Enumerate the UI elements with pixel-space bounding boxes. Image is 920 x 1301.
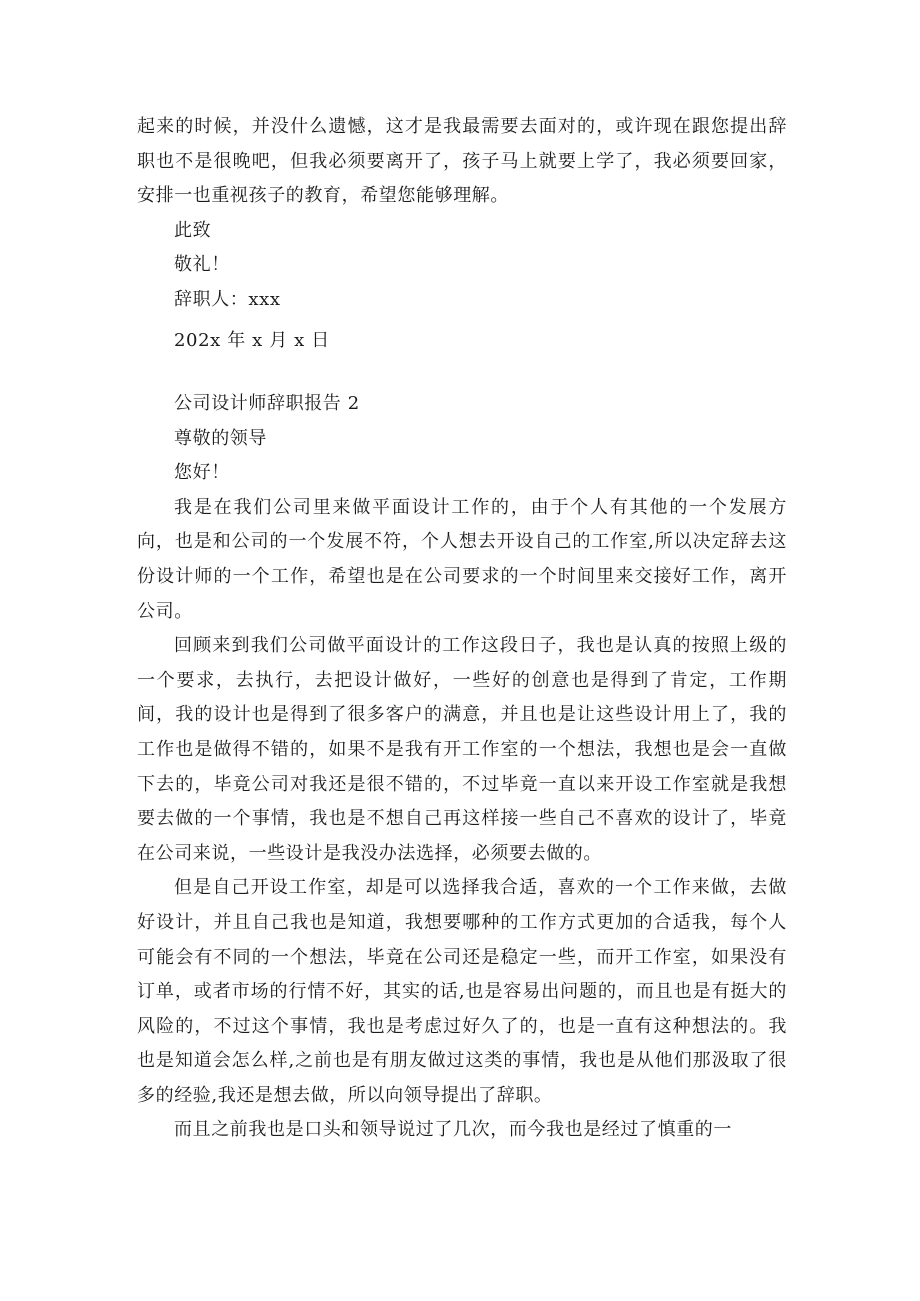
body-paragraph-3: 但是自己开设工作室，却是可以选择我合适，喜欢的一个工作来做，去做好设计，并且自己我也是知道，我想要哪种的工作方式更加的合适我，每个人可能会有不同的一个想法，毕竟在公司还是稳定一些，而开工作室，如果没有订单，或者市场的行情不好，其实的话,也是容易出问题的，而且也是有挺大的风险的，不过这个事情，我也是考虑过好久了的，也是一直有这种想法的。我也是知道会怎么样,之前也是有朋友做过这类的事情，我也是从他们那汲取了很多的经验,我还是想去做，所以向领导提出了辞职。 <box>137 877 787 1106</box>
addressee-line: 尊敬的领导 <box>174 427 267 449</box>
salutation-jing-li: 敬礼！ <box>174 254 230 276</box>
signature-line: 辞职人：xxx <box>174 288 281 310</box>
closing-paragraph: 起来的时候，并没什么遗憾，这才是我最需要去面对的，或许现在跟您提出辞职也不是很晚吧，但我必须要离开了，孩子马上就要上学了，我必须要回家，安排一也重视孩子的教育，希望您能够理解。 <box>137 116 787 207</box>
body-paragraph-2: 回顾来到我们公司做平面设计的工作这段日子，我也是认真的按照上级的一个要求，去执行，去把设计做好，一些好的创意也是得到了肯定，工作期间，我的设计也是得到了很多客户的满意，并且也是让这些设计用上了，我的工作也是做得不错的，如果不是我有开工作室的一个想法，我想也是会一直做下去的，毕竟公司对我还是很不错的，不过毕竟一直以来开设工作室就是我想要去做的一个事情，我也是不想自己再这样接一些自己不喜欢的设计了，毕竟在公司来说，一些设计是我没办法选择，必须要去做的。 <box>137 635 787 864</box>
report-title: 公司设计师辞职报告 2 <box>174 393 360 414</box>
letter-closing-section <box>137 110 787 358</box>
salutation-ci-zhi: 此致 <box>174 219 212 241</box>
date-line: 202x 年 x 月 x 日 <box>174 329 330 351</box>
greeting-line: 您好！ <box>174 462 230 484</box>
body-paragraph-1: 我是在我们公司里来做平面设计工作的，由于个人有其他的一个发展方向，也是和公司的一个发展不符，个人想去开设自己的工作室,所以决定辞去这份设计师的一个工作，希望也是在公司要求的一个时间里来交接好工作，离开公司。 <box>137 496 787 622</box>
body-paragraph-4: 而且之前我也是口头和领导说过了几次，而今我也是经过了慎重的一 <box>174 1119 732 1141</box>
report-2-section <box>137 387 787 1148</box>
